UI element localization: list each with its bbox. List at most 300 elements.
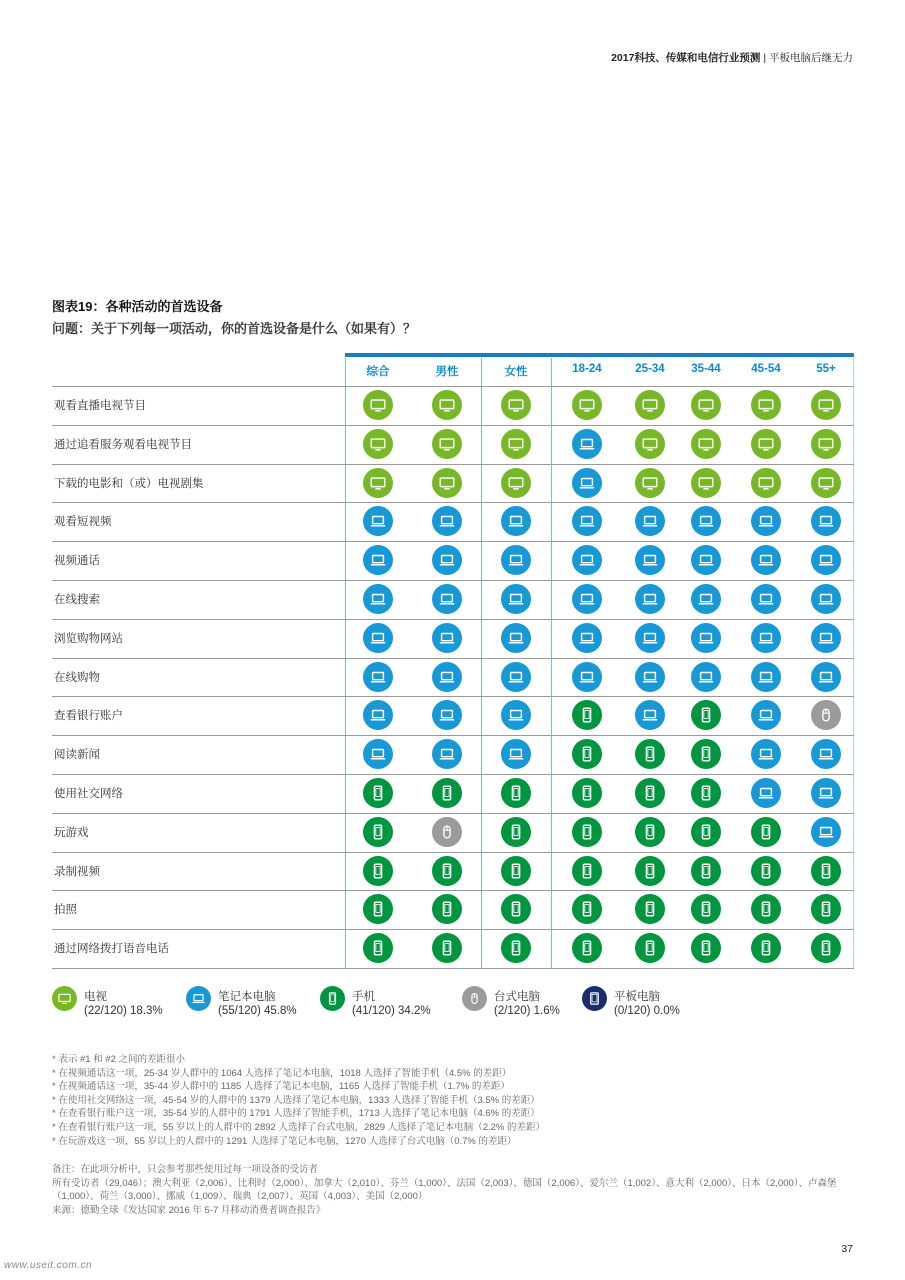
device-cell-laptop [363, 584, 393, 614]
device-cell-phone [691, 894, 721, 924]
tv-icon [369, 435, 387, 453]
phone-icon [507, 784, 525, 802]
device-cell-laptop [363, 739, 393, 769]
phone-icon [369, 823, 387, 841]
footnote: * 在查看银行账户这一项，35-54 岁的人群中的 1791 人选择了智能手机，1713 人选择了笔记本电脑（4.6% 的差距） [52, 1108, 540, 1120]
laptop-icon [438, 745, 456, 763]
laptop-icon [369, 590, 387, 608]
device-cell-laptop [811, 739, 841, 769]
notes-respondents: 所有受访者（29,046）；澳大利亚（2,006）、比利时（2,000）、加拿大（2,010）、芬兰（1,000）、法国（2,003）、德国（2,006）、爱尔兰（1,002）、意大利（2,000）、日本（2,000）、卢森堡（1,000）、荷兰（3,000）、挪威（1,009）、瑞典（2,007）、英国（4,003）、美国（2,000） [52, 1177, 837, 1203]
phone-icon [578, 745, 596, 763]
row-divider [52, 813, 854, 814]
phone-icon [507, 862, 525, 880]
device-cell-laptop [432, 623, 462, 653]
laptop-icon [697, 668, 715, 686]
column-divider [853, 358, 854, 968]
phone-icon [641, 745, 659, 763]
tv-icon [641, 396, 659, 414]
mouse-icon [462, 986, 487, 1011]
footnote: * 在玩游戏这一项，55 岁以上的人群中的 1291 人选择了笔记本电脑，1270 人选择了台式电脑（0.7% 的差距） [52, 1135, 517, 1147]
device-cell-phone [635, 894, 665, 924]
laptop-icon [578, 435, 596, 453]
device-cell-phone [691, 739, 721, 769]
tv-icon [641, 474, 659, 492]
tv-icon [697, 435, 715, 453]
device-cell-phone [811, 856, 841, 886]
device-cell-phone [572, 933, 602, 963]
device-cell-phone [751, 817, 781, 847]
device-cell-phone [572, 778, 602, 808]
laptop-icon [817, 823, 835, 841]
device-cell-laptop [635, 700, 665, 730]
legend-label: 台式电脑 [494, 991, 540, 1003]
row-divider [52, 852, 854, 853]
device-cell-laptop [635, 545, 665, 575]
laptop-icon [507, 551, 525, 569]
row-divider [52, 502, 854, 503]
device-cell-laptop [501, 506, 531, 536]
device-cell-tv [501, 390, 531, 420]
phone-icon [369, 784, 387, 802]
device-cell-desktop [432, 817, 462, 847]
laptop-icon [507, 668, 525, 686]
device-cell-desktop [811, 700, 841, 730]
device-cell-phone [751, 856, 781, 886]
device-cell-laptop [691, 584, 721, 614]
laptop-icon [757, 745, 775, 763]
device-cell-laptop [691, 662, 721, 692]
device-cell-tv [432, 390, 462, 420]
phone-icon [817, 900, 835, 918]
device-cell-laptop [751, 662, 781, 692]
device-cell-phone [363, 933, 393, 963]
device-cell-laptop [501, 584, 531, 614]
device-cell-phone [432, 894, 462, 924]
device-cell-laptop [635, 623, 665, 653]
device-cell-laptop [691, 506, 721, 536]
watermark: www.useit.com.cn [4, 1260, 93, 1271]
laptop-icon [578, 668, 596, 686]
device-cell-laptop [432, 584, 462, 614]
legend-label: 笔记本电脑 [218, 991, 276, 1003]
device-cell-laptop [811, 584, 841, 614]
laptop-icon [438, 668, 456, 686]
row-divider [52, 580, 854, 581]
device-cell-phone [572, 700, 602, 730]
device-cell-laptop [751, 623, 781, 653]
row-divider [52, 774, 854, 775]
device-cell-phone [432, 933, 462, 963]
column-divider [345, 358, 346, 968]
tv-icon [507, 474, 525, 492]
device-cell-laptop [751, 506, 781, 536]
legend-value: (41/120) 34.2% [352, 1005, 431, 1017]
phone-icon [320, 986, 345, 1011]
laptop-icon [369, 512, 387, 530]
row-divider [52, 735, 854, 736]
device-cell-tv [363, 390, 393, 420]
tv-icon [817, 474, 835, 492]
tv-icon [438, 435, 456, 453]
laptop-icon [697, 512, 715, 530]
phone-icon [697, 823, 715, 841]
phone-icon [697, 784, 715, 802]
row-label: 下载的电影和（或）电视剧集 [54, 477, 204, 490]
device-cell-phone [572, 856, 602, 886]
phone-icon [578, 784, 596, 802]
row-divider [52, 464, 854, 465]
phone-icon [578, 939, 596, 957]
phone-icon [757, 862, 775, 880]
tv-icon [757, 474, 775, 492]
phone-icon [507, 823, 525, 841]
tv-icon [369, 474, 387, 492]
laptop-icon [369, 745, 387, 763]
device-cell-phone [635, 933, 665, 963]
laptop-icon [507, 745, 525, 763]
laptop-icon [578, 551, 596, 569]
row-divider [52, 658, 854, 659]
legend-value: (0/120) 0.0% [614, 1005, 680, 1017]
footnotes [52, 1053, 545, 1148]
device-cell-phone [751, 933, 781, 963]
phone-icon [369, 900, 387, 918]
row-label: 玩游戏 [54, 826, 89, 839]
device-cell-laptop [811, 623, 841, 653]
device-cell-laptop [432, 662, 462, 692]
row-divider [52, 696, 854, 697]
laptop-icon [757, 551, 775, 569]
laptop-icon [507, 512, 525, 530]
device-cell-phone [363, 894, 393, 924]
laptop-icon [438, 512, 456, 530]
device-cell-tv [751, 429, 781, 459]
tv-icon [507, 396, 525, 414]
device-cell-phone [635, 778, 665, 808]
tv-icon [369, 396, 387, 414]
device-cell-phone [751, 894, 781, 924]
device-cell-tv [691, 468, 721, 498]
phone-icon [438, 862, 456, 880]
device-cell-phone [811, 894, 841, 924]
device-cell-tv [432, 468, 462, 498]
laptop-icon [757, 629, 775, 647]
device-cell-phone [501, 817, 531, 847]
laptop-icon [369, 629, 387, 647]
device-cell-laptop [751, 778, 781, 808]
tv-icon [817, 396, 835, 414]
legend-label: 电视 [84, 991, 107, 1003]
phone-icon [697, 745, 715, 763]
phone-icon [757, 823, 775, 841]
laptop-icon [757, 706, 775, 724]
laptop-icon [438, 590, 456, 608]
phone-icon [641, 939, 659, 957]
laptop-icon [186, 986, 211, 1011]
laptop-icon [507, 629, 525, 647]
laptop-icon [817, 512, 835, 530]
device-cell-tv [635, 429, 665, 459]
phone-icon [641, 784, 659, 802]
phone-icon [641, 823, 659, 841]
phone-icon [578, 862, 596, 880]
phone-icon [369, 862, 387, 880]
laptop-icon [641, 668, 659, 686]
tv-icon [757, 396, 775, 414]
device-cell-phone [501, 778, 531, 808]
device-cell-laptop [751, 739, 781, 769]
device-cell-laptop [432, 739, 462, 769]
footnote: * 在视频通话这一项，25-34 岁人群中的 1064 人选择了笔记本电脑，1018 人选择了智能手机（4.5% 的差距） [52, 1067, 512, 1079]
device-cell-tv [811, 429, 841, 459]
legend-label: 手机 [352, 991, 375, 1003]
device-cell-phone [572, 817, 602, 847]
phone-icon [817, 862, 835, 880]
legend-label: 平板电脑 [614, 991, 660, 1003]
laptop-icon [697, 551, 715, 569]
tv-icon [697, 474, 715, 492]
laptop-icon [817, 551, 835, 569]
laptop-icon [578, 512, 596, 530]
phone-icon [817, 939, 835, 957]
laptop-icon [757, 784, 775, 802]
row-label: 拍照 [54, 904, 77, 917]
column-header: 综合 [366, 366, 390, 378]
laptop-icon [578, 590, 596, 608]
laptop-icon [641, 629, 659, 647]
phone-icon [697, 900, 715, 918]
table-top-rule [345, 353, 854, 357]
laptop-icon [817, 629, 835, 647]
legend-value: (55/120) 45.8% [218, 1005, 297, 1017]
row-label: 在线购物 [54, 671, 100, 684]
device-cell-laptop [751, 700, 781, 730]
laptop-icon [817, 745, 835, 763]
laptop-icon [817, 784, 835, 802]
laptop-icon [578, 474, 596, 492]
device-cell-tv [501, 468, 531, 498]
device-cell-phone [501, 856, 531, 886]
laptop-icon [641, 551, 659, 569]
device-cell-tv [432, 429, 462, 459]
device-cell-laptop [635, 662, 665, 692]
device-cell-tv [635, 390, 665, 420]
legend-value: (2/120) 1.6% [494, 1005, 560, 1017]
device-cell-phone [635, 739, 665, 769]
device-cell-laptop [691, 545, 721, 575]
phone-icon [697, 862, 715, 880]
notes-remark: 备注：在此项分析中，只会参考那些使用过每一项设备的受访者 [52, 1164, 319, 1175]
device-cell-phone [811, 933, 841, 963]
device-cell-laptop [811, 506, 841, 536]
device-cell-tv [811, 468, 841, 498]
tv-icon [757, 435, 775, 453]
device-cell-phone [501, 894, 531, 924]
laptop-icon [507, 590, 525, 608]
phone-icon [641, 900, 659, 918]
device-cell-laptop [572, 584, 602, 614]
column-divider [551, 358, 552, 968]
running-header [611, 50, 853, 65]
device-cell-laptop [751, 545, 781, 575]
device-cell-tv [751, 468, 781, 498]
laptop-icon [369, 551, 387, 569]
column-header: 18-24 [572, 363, 602, 375]
device-cell-phone [635, 817, 665, 847]
laptop-icon [641, 590, 659, 608]
device-cell-tv [691, 390, 721, 420]
device-cell-laptop [363, 662, 393, 692]
device-cell-laptop [811, 778, 841, 808]
column-header: 35-44 [691, 363, 721, 375]
mouse-icon [438, 823, 456, 841]
device-cell-phone [432, 778, 462, 808]
row-divider [52, 968, 854, 969]
device-cell-laptop [501, 662, 531, 692]
tv-icon [578, 396, 596, 414]
device-cell-laptop [501, 700, 531, 730]
device-cell-phone [691, 933, 721, 963]
laptop-icon [438, 629, 456, 647]
device-cell-laptop [432, 700, 462, 730]
laptop-icon [438, 706, 456, 724]
tv-icon [438, 474, 456, 492]
row-label: 使用社交网络 [54, 788, 123, 800]
phone-icon [697, 706, 715, 724]
phone-icon [369, 939, 387, 957]
laptop-icon [817, 668, 835, 686]
device-cell-phone [363, 778, 393, 808]
footnote: * 在视频通话这一项，35-44 岁人群中的 1185 人选择了笔记本电脑，1165 人选择了智能手机（1.7% 的差距） [52, 1081, 510, 1093]
device-cell-laptop [635, 506, 665, 536]
row-label: 视频通话 [54, 555, 100, 568]
row-label: 查看银行账户 [54, 710, 123, 723]
device-cell-phone [363, 817, 393, 847]
phone-icon [438, 784, 456, 802]
device-cell-laptop [811, 662, 841, 692]
laptop-icon [369, 668, 387, 686]
row-divider [52, 425, 854, 426]
figure-question: 问题：关于下列每一项活动，你的首选设备是什么（如果有）？ [52, 321, 417, 336]
device-cell-laptop [635, 584, 665, 614]
phone-icon [578, 823, 596, 841]
column-header: 女性 [504, 366, 528, 378]
device-cell-laptop [572, 662, 602, 692]
device-cell-laptop [572, 623, 602, 653]
device-cell-phone [572, 739, 602, 769]
laptop-icon [578, 629, 596, 647]
tv-icon [507, 435, 525, 453]
device-cell-phone [501, 933, 531, 963]
tablet-icon [582, 986, 607, 1011]
column-header: 男性 [435, 366, 459, 378]
laptop-icon [369, 706, 387, 724]
row-label: 录制视频 [54, 865, 100, 878]
device-cell-laptop [363, 506, 393, 536]
row-label: 浏览购物网站 [54, 632, 123, 645]
header-separator: | [763, 52, 767, 64]
device-cell-tv [635, 468, 665, 498]
device-cell-phone [572, 894, 602, 924]
device-cell-tv [363, 468, 393, 498]
device-cell-tv [501, 429, 531, 459]
device-cell-phone [635, 856, 665, 886]
tv-icon [438, 396, 456, 414]
laptop-icon [817, 590, 835, 608]
laptop-icon [757, 668, 775, 686]
section-title: 平板电脑后继无力 [769, 52, 853, 64]
laptop-icon [697, 590, 715, 608]
row-label: 阅读新闻 [54, 749, 100, 762]
row-divider [52, 541, 854, 542]
phone-icon [438, 939, 456, 957]
footnote: * 在查看银行账户这一项，55 岁以上的人群中的 2892 人选择了台式电脑，2829 人选择了笔记本电脑（2.2% 的差距） [52, 1121, 546, 1133]
phone-icon [507, 939, 525, 957]
laptop-icon [641, 512, 659, 530]
row-label: 通过追看服务观看电视节目 [54, 438, 192, 451]
column-header: 45-54 [751, 363, 781, 375]
device-cell-phone [363, 856, 393, 886]
device-cell-tv [572, 390, 602, 420]
device-cell-laptop [811, 545, 841, 575]
device-cell-phone [691, 817, 721, 847]
device-cell-tv [363, 429, 393, 459]
column-header: 55+ [816, 363, 836, 375]
tv-icon [697, 396, 715, 414]
row-label: 在线搜索 [54, 594, 100, 606]
device-cell-laptop [501, 739, 531, 769]
device-cell-laptop [501, 623, 531, 653]
row-divider [52, 386, 854, 387]
laptop-icon [438, 551, 456, 569]
device-cell-phone [691, 700, 721, 730]
device-cell-laptop [811, 817, 841, 847]
laptop-icon [641, 706, 659, 724]
row-label: 观看短视频 [54, 516, 112, 529]
legend-value: (22/120) 18.3% [84, 1005, 163, 1017]
phone-icon [757, 900, 775, 918]
page-number: 37 [841, 1243, 853, 1255]
laptop-icon [757, 512, 775, 530]
device-cell-phone [432, 856, 462, 886]
tv-icon [52, 986, 77, 1011]
laptop-icon [697, 629, 715, 647]
device-cell-laptop [432, 506, 462, 536]
mouse-icon [817, 706, 835, 724]
device-cell-laptop [363, 700, 393, 730]
tv-icon [641, 435, 659, 453]
phone-icon [438, 900, 456, 918]
row-label: 通过网络拨打语音电话 [54, 943, 169, 956]
footnote: * 表示 #1 和 #2 之间的差距很小 [52, 1054, 186, 1065]
laptop-icon [757, 590, 775, 608]
tv-icon [817, 435, 835, 453]
row-divider [52, 929, 854, 930]
figure-title: 图表19：各种活动的首选设备 [52, 299, 223, 314]
device-cell-laptop [572, 429, 602, 459]
device-cell-laptop [751, 584, 781, 614]
row-divider [52, 890, 854, 891]
row-label: 观看直播电视节目 [54, 400, 146, 412]
column-divider [481, 358, 482, 968]
device-cell-laptop [432, 545, 462, 575]
device-cell-laptop [501, 545, 531, 575]
phone-icon [641, 862, 659, 880]
device-cell-laptop [691, 623, 721, 653]
phone-icon [578, 706, 596, 724]
device-cell-laptop [363, 545, 393, 575]
device-cell-laptop [572, 545, 602, 575]
